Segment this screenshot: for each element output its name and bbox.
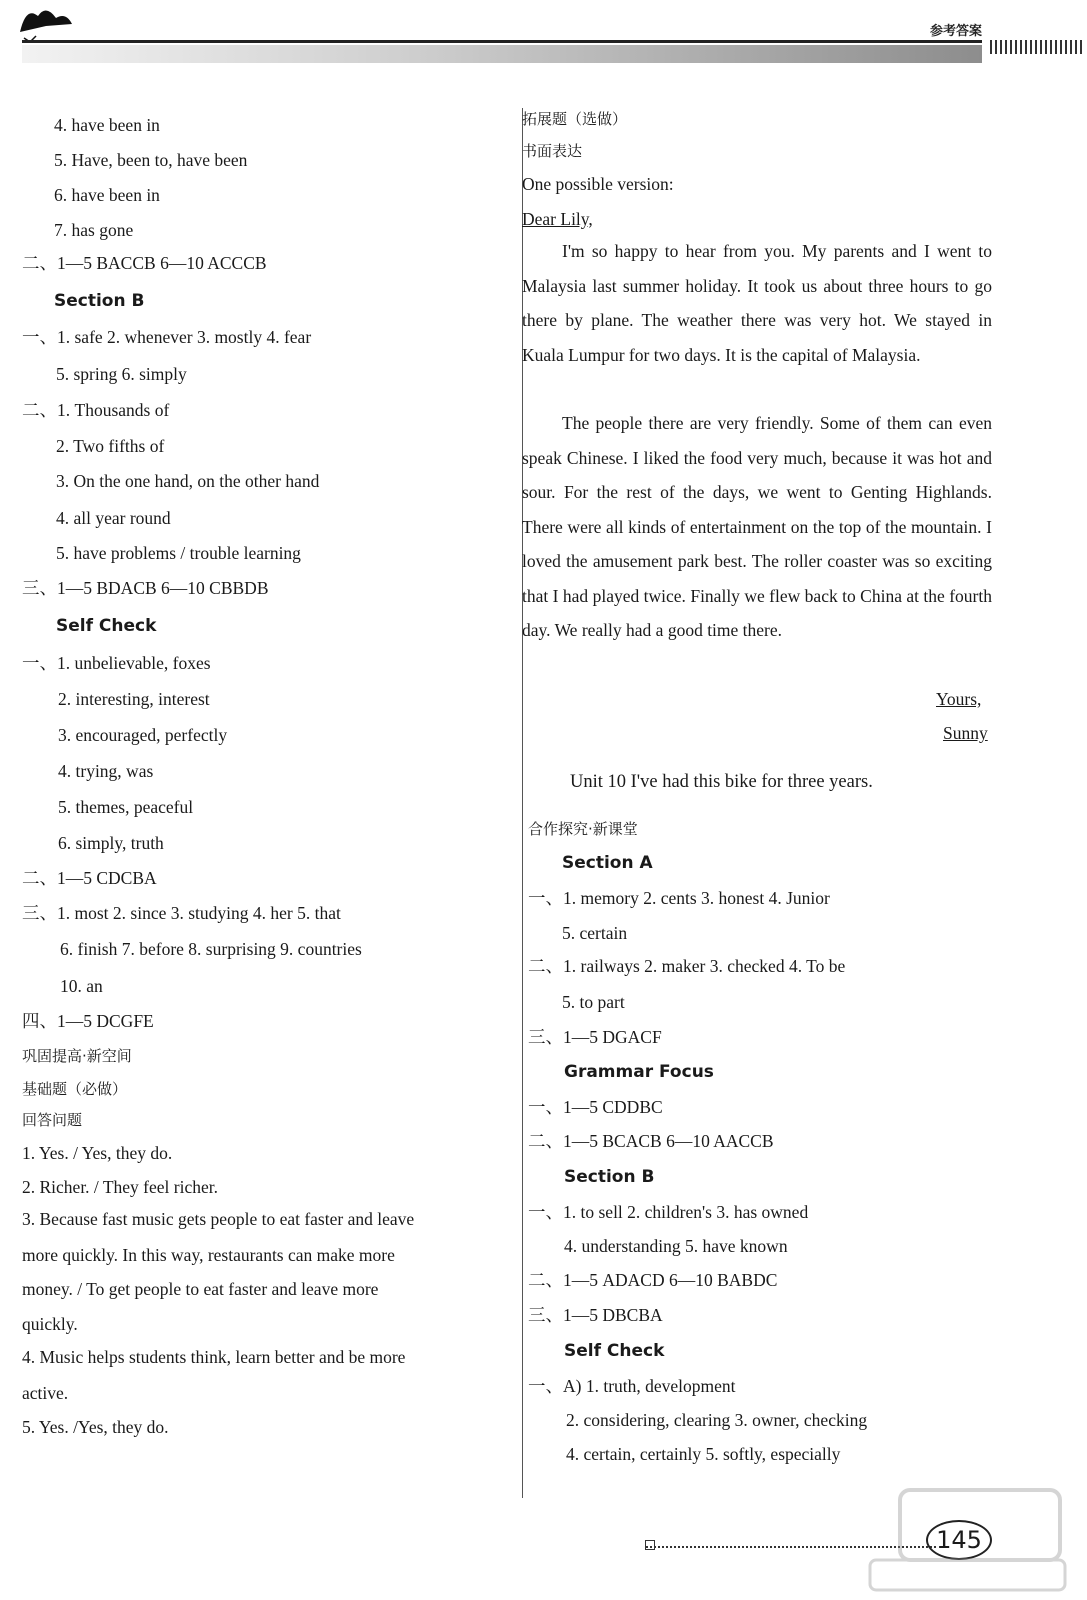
answer-line: 5. have problems / trouble learning (56, 543, 301, 563)
answer-line: 二、1. Thousands of (22, 400, 170, 420)
answer-line: 5. to part (562, 992, 625, 1012)
answer-line: 5. themes, peaceful (58, 797, 194, 817)
answer-line: 三、1. most 2. since 3. studying 4. her 5. that (22, 903, 341, 923)
answer-line: 二、1—5 CDCBA (22, 868, 157, 888)
header-rule (22, 40, 982, 43)
header-title: 参考答案 (930, 24, 983, 39)
page-header (0, 0, 1087, 70)
letter-paragraph: The people there are very friendly. Some of them can even speak Chinese. I liked the food very much, because it was hot and sour. For the rest of the days, we went to Genting Highlands. There were all kinds of entertainment on the top of the mountain. I loved the amusement park best. The roller coaster was so exciting that I had played twice. Finally we flew back to China at the fourth day. We really had a good time there. (522, 413, 992, 640)
answer-line: 一、1. unbelievable, foxes (22, 653, 211, 673)
subsection-title: 合作探究·新课堂 (528, 820, 638, 838)
subsection-title: 回答问题 (22, 1111, 83, 1129)
answer-line: 一、1. memory 2. cents 3. honest 4. Junior (528, 888, 830, 908)
answer-line: 二、1—5 BACCB 6—10 ACCCB (22, 253, 267, 273)
letter-greeting: Dear Lily, (522, 209, 593, 229)
answer-line: 一、A) 1. truth, development (528, 1376, 736, 1396)
answer-line: 4. all year round (56, 508, 171, 528)
answer-line: 4. trying, was (58, 761, 154, 781)
answer-line: more quickly. In this way, restaurants can make more (22, 1245, 395, 1265)
answer-line: 5. Have, been to, have been (54, 150, 248, 170)
answer-line: 10. an (60, 976, 103, 996)
section-heading: Self Check (564, 1341, 665, 1361)
answer-line: 3. encouraged, perfectly (58, 725, 228, 745)
answer-line: 5. certain (562, 923, 628, 943)
answer-line: 三、1—5 BDACB 6—10 CBBDB (22, 578, 269, 598)
letter-signature: Sunny (943, 723, 988, 743)
answer-line: 三、1—5 DBCBA (528, 1305, 663, 1325)
answer-line: quickly. (22, 1314, 78, 1334)
answer-line: 6. have been in (54, 185, 160, 205)
page-number: 145 (926, 1520, 992, 1560)
answer-line: 一、1. to sell 2. children's 3. has owned (528, 1202, 809, 1222)
answer-line: 二、1—5 ADACD 6—10 BABDC (528, 1270, 778, 1290)
section-heading: Self Check (56, 616, 157, 636)
answer-line: 4. understanding 5. have known (564, 1236, 788, 1256)
answer-line: 一、1—5 CDDBC (528, 1097, 663, 1117)
section-heading: Section A (562, 853, 653, 873)
sailboat-logo-icon (16, 2, 76, 42)
unit-title: Unit 10 I've had this bike for three years. (570, 772, 873, 792)
section-heading: Section B (564, 1167, 655, 1187)
section-heading: Grammar Focus (564, 1062, 714, 1082)
answer-line: 3. Because fast music gets people to eat faster and leave (22, 1209, 415, 1229)
answer-line: active. (22, 1383, 69, 1403)
header-band (22, 45, 982, 63)
answer-line: 2. Richer. / They feel richer. (22, 1177, 218, 1197)
watermark-icon (860, 1480, 1070, 1595)
answer-line: 4. Music helps students think, learn better and be more (22, 1347, 406, 1367)
answer-line: 7. has gone (54, 220, 134, 240)
answer-line: 4. certain, certainly 5. softly, especially (566, 1444, 841, 1464)
answer-line: 6. finish 7. before 8. surprising 9. countries (60, 939, 362, 959)
subsection-title: 拓展题（选做） (522, 110, 628, 128)
section-heading: Section B (54, 291, 145, 311)
answer-line: 三、1—5 DGACF (528, 1027, 662, 1047)
subsection-title: 书面表达 (522, 142, 583, 160)
answer-line: 二、1—5 BCACB 6—10 AACCB (528, 1131, 774, 1151)
answer-line: 四、1—5 DCGFE (22, 1011, 154, 1031)
answer-line: 1. Yes. / Yes, they do. (22, 1143, 173, 1163)
answer-line: money. / To get people to eat faster and leave more (22, 1279, 379, 1299)
answer-line: 5. spring 6. simply (56, 364, 187, 384)
subsection-title: 基础题（必做） (22, 1080, 128, 1098)
answer-line: 2. interesting, interest (58, 689, 210, 709)
answer-line: 6. simply, truth (58, 833, 164, 853)
answer-line: 一、1. safe 2. whenever 3. mostly 4. fear (22, 327, 312, 347)
letter-paragraph: I'm so happy to hear from you. My parents and I went to Malaysia last summer holiday. It took us about three hours to go there by plane. The weather there was very hot. We stayed in Kuala Lumpur for two days. It is the capital of Malaysia. (522, 241, 992, 365)
letter-closing: Yours, (936, 689, 982, 709)
answer-line: 2. considering, clearing 3. owner, checking (566, 1410, 868, 1430)
barcode-icon (990, 40, 1082, 54)
answer-line: 5. Yes. /Yes, they do. (22, 1417, 169, 1437)
answer-line: 二、1. railways 2. maker 3. checked 4. To be (528, 956, 846, 976)
answer-line: 2. Two fifths of (56, 436, 165, 456)
version-label: One possible version: (522, 174, 674, 194)
answer-line: 3. On the one hand, on the other hand (56, 471, 320, 491)
answer-line: 4. have been in (54, 115, 160, 135)
subsection-title: 巩固提高·新空间 (22, 1047, 132, 1065)
